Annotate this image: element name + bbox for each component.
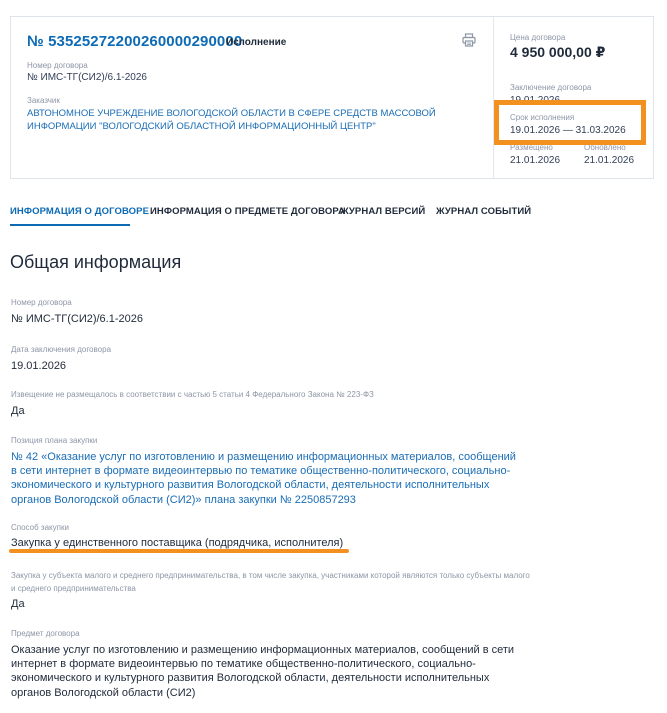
field-value-procurement-method: Закупка у единственного поставщика (подрядчика, исполнителя): [11, 537, 344, 549]
field-label-conclusion-date: Дата заключения договора: [11, 345, 112, 354]
price-label: Цена договора: [510, 33, 566, 42]
field-value-sme-procurement: Да: [11, 598, 25, 610]
posted-date: 21.01.2026: [510, 155, 561, 166]
conclusion-date: 19.01.2026: [510, 95, 561, 106]
contract-number-label: Номер договора: [27, 61, 88, 70]
procurement-method-underline: [9, 549, 349, 553]
tab-version-log[interactable]: ЖУРНАЛ ВЕРСИЙ: [340, 206, 426, 217]
field-label-sme-procurement: Закупка у субъекта малого и среднего предпринимательства, в том числе закупка, участниками которой являются только субъекты малого и среднего предпринимательства: [11, 571, 530, 593]
tab-event-log[interactable]: ЖУРНАЛ СОБЫТИЙ: [436, 206, 532, 217]
contract-card: [10, 16, 654, 179]
posted-label: Размещено: [510, 143, 553, 152]
field-value-conclusion-date: 19.01.2026: [11, 360, 67, 372]
price-value: 4 950 000,00 ₽: [510, 44, 606, 60]
tab-bar: [0, 195, 667, 231]
field-value-notice-exemption: Да: [11, 405, 25, 417]
field-label-plan-position: Позиция плана закупки: [11, 436, 98, 445]
execution-period-label: Срок исполнения: [510, 113, 575, 122]
execution-period-value: 19.01.2026 — 31.03.2026: [510, 125, 626, 136]
tab-contract-subject[interactable]: ИНФОРМАЦИЯ О ПРЕДМЕТЕ ДОГОВОРА: [150, 206, 345, 217]
field-label-contract-number: Номер договора: [11, 298, 72, 307]
field-value-contract-subject: Оказание услуг по изготовлению и размещению информационных материалов, сообщений в сети интернет в формате видеоинтервью по тематике общественно-политического, социально-экономического и культурного развития Вологодской области, деятельности исполнительных органов Вологодской области (СИ2): [11, 644, 515, 699]
field-label-procurement-method: Способ закупки: [11, 523, 69, 532]
conclusion-label: Заключение договора: [510, 83, 592, 92]
active-tab-indicator: [10, 224, 130, 226]
printer-icon[interactable]: [462, 33, 476, 47]
customer-link[interactable]: АВТОНОМНОЕ УЧРЕЖДЕНИЕ ВОЛОГОДСКОЙ ОБЛАСТИ В СФЕРЕ СРЕДСТВ МАССОВОЙ ИНФОРМАЦИИ "ВОЛОГОДСКИЙ ОБЛАСТНОЙ ИНФОРМАЦИОННЫЙ ЦЕНТР": [27, 108, 436, 132]
status-badge: Исполнение: [226, 37, 287, 48]
section-title: Общая информация: [10, 252, 182, 272]
plan-position-link[interactable]: № 42 «Оказание услуг по изготовлению и размещению информационных материалов, сообщений в сети интернет в формате видеоинтервью по тематике общественно-политического, социально-экономического и культурного развития Вологодской области, деятельности исполнительных органов Вологодской области (СИ2)» плана закупки № 2250857293: [11, 451, 516, 506]
updated-date: 21.01.2026: [584, 155, 635, 166]
registry-number-link[interactable]: № 53525272200260000290000: [27, 33, 243, 50]
updated-label: Обновлено: [584, 143, 626, 152]
field-value-contract-number: № ИМС-ТГ(СИ2)/6.1-2026: [11, 313, 143, 325]
execution-period-highlight: [494, 100, 646, 145]
contract-number-value: № ИМС-ТГ(СИ2)/6.1-2026: [27, 72, 147, 83]
field-label-notice-exemption: Извещение не размещалось в соответствии с частью 5 статьи 4 Федерального Закона № 223-ФЗ: [11, 390, 374, 399]
field-label-contract-subject: Предмет договора: [11, 629, 80, 638]
tab-contract-info[interactable]: ИНФОРМАЦИЯ О ДОГОВОРЕ: [10, 206, 150, 217]
contract-summary: [493, 17, 654, 178]
customer-label: Заказчик: [27, 96, 60, 105]
